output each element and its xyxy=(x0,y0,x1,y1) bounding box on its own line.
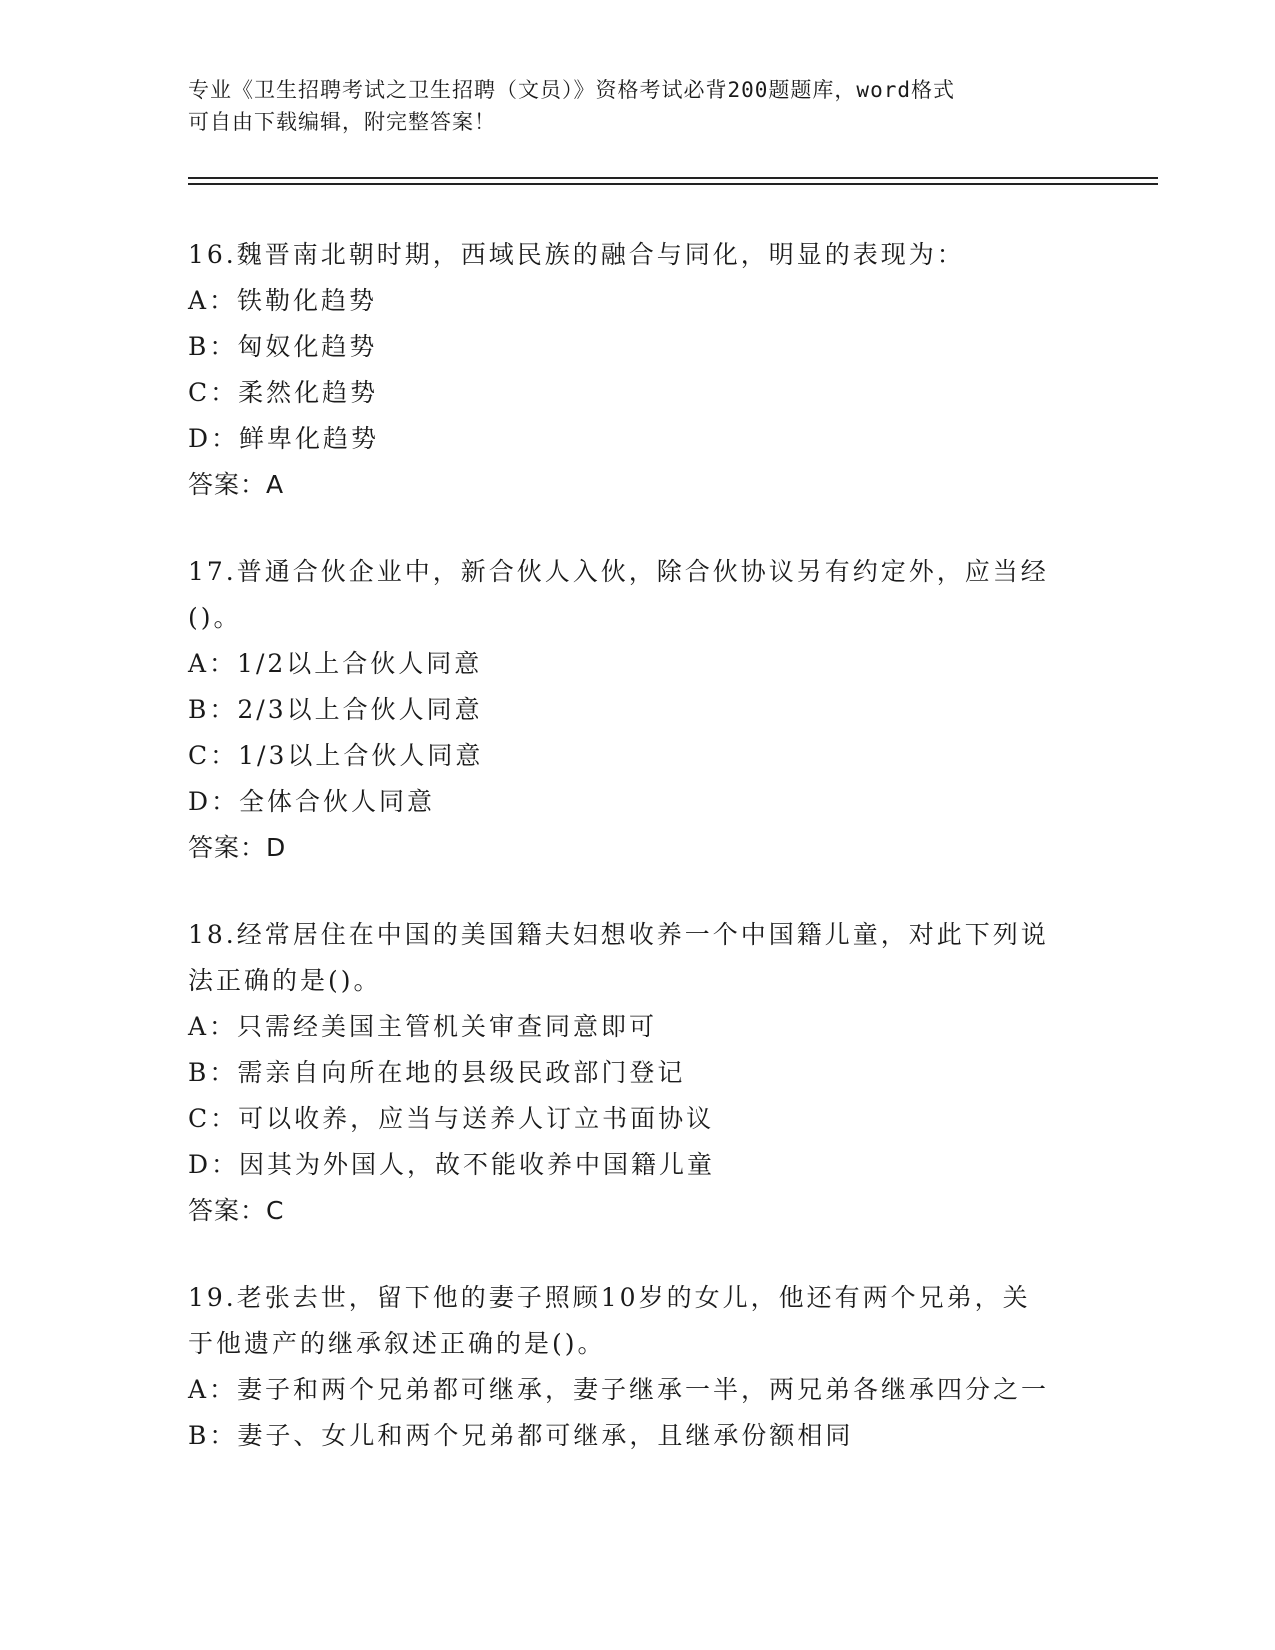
option-b: B：2/3以上合伙人同意 xyxy=(188,695,483,724)
option-d: D：鲜卑化趋势 xyxy=(188,424,380,453)
header-line-1: 专业《卫生招聘考试之卫生招聘（文员）》资格考试必背200题题库，word格式 xyxy=(188,78,955,102)
answer-line: 答案：A xyxy=(188,470,285,499)
option-c: C：可以收养，应当与送养人订立书面协议 xyxy=(188,1104,715,1133)
option-c: C：1/3以上合伙人同意 xyxy=(188,741,484,770)
option-a: A：1/2以上合伙人同意 xyxy=(188,649,483,678)
answer-line: 答案：D xyxy=(188,833,287,862)
option-d: D：因其为外国人，故不能收养中国籍儿童 xyxy=(188,1150,716,1179)
document-header xyxy=(188,74,1088,138)
question-stem: 16.魏晋南北朝时期，西域民族的融合与同化，明显的表现为： xyxy=(188,240,965,269)
header-line-2: 可自由下载编辑，附完整答案！ xyxy=(188,110,496,134)
question-18 xyxy=(188,912,1088,1234)
question-stem-continued: ()。 xyxy=(188,603,242,632)
answer-line: 答案：C xyxy=(188,1196,285,1225)
question-list xyxy=(188,232,1088,1500)
question-16 xyxy=(188,232,1088,508)
question-stem: 19.老张去世，留下他的妻子照顾10岁的女儿，他还有两个兄弟，关 xyxy=(188,1283,1031,1312)
question-17 xyxy=(188,549,1088,871)
question-stem-continued: 法正确的是()。 xyxy=(188,966,382,995)
option-b: B：妻子、女儿和两个兄弟都可继承，且继承份额相同 xyxy=(188,1421,854,1450)
option-b: B：匈奴化趋势 xyxy=(188,332,378,361)
header-divider-bottom xyxy=(188,183,1158,185)
question-stem: 18.经常居住在中国的美国籍夫妇想收养一个中国籍儿童，对此下列说 xyxy=(188,920,1049,949)
option-b: B：需亲自向所在地的县级民政部门登记 xyxy=(188,1058,686,1087)
question-stem-continued: 于他遗产的继承叙述正确的是()。 xyxy=(188,1329,606,1358)
option-a: A：铁勒化趋势 xyxy=(188,286,378,315)
option-a: A：只需经美国主管机关审查同意即可 xyxy=(188,1012,658,1041)
question-19 xyxy=(188,1275,1088,1459)
question-stem: 17.普通合伙企业中，新合伙人入伙，除合伙协议另有约定外，应当经 xyxy=(188,557,1049,586)
header-divider-top xyxy=(188,177,1158,179)
option-d: D：全体合伙人同意 xyxy=(188,787,436,816)
option-a: A：妻子和两个兄弟都可继承，妻子继承一半，两兄弟各继承四分之一 xyxy=(188,1375,1050,1404)
option-c: C：柔然化趋势 xyxy=(188,378,379,407)
